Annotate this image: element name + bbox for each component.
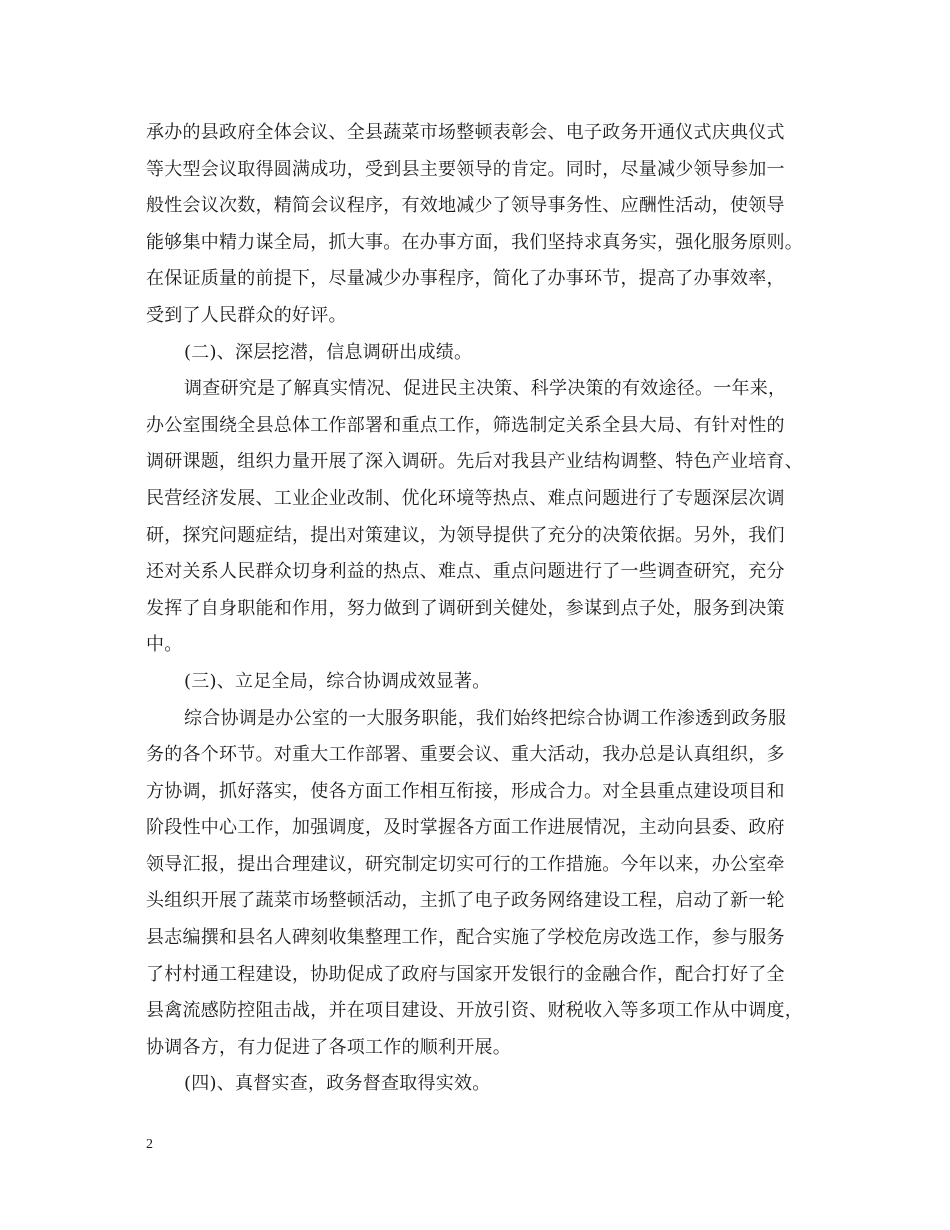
text-line: 受到了人民群众的好评。 — [146, 304, 347, 326]
text-line: 中。 — [146, 634, 183, 656]
text-line: 承办的县政府全体会议、全县蔬菜市场整顿表彰会、电子政务开通仪式庆典仪式 — [146, 122, 785, 143]
text-line: 能够集中精力谋全局，抓大事。在办事方面，我们坚持求真务实，强化服务原则。 — [146, 231, 803, 253]
text-line: 民营经济发展、工业企业改制、优化环境等热点、难点问题进行了专题深层次调 — [146, 487, 785, 509]
text-line: 头组织开展了蔬菜市场整顿活动，主抓了电子政务网络建设工程，启动了新一轮 — [146, 890, 785, 912]
text-line: 协调各方，有力促进了各项工作的顺利开展。 — [146, 1036, 511, 1058]
text-line: 方协调，抓好落实，使各方面工作相互衔接，形成合力。对全县重点建设项目和 — [146, 780, 785, 802]
text-line: 县志编撰和县名人碑刻收集整理工作，配合实施了学校危房改选工作，参与服务 — [146, 927, 785, 949]
text-line: 还对关系人民群众切身利益的热点、难点、重点问题进行了一些调查研究，充分 — [146, 561, 785, 583]
text-line: (四)、真督实查，政务督查取得实效。 — [184, 1073, 491, 1095]
text-line: 办公室围绕全县总体工作部署和重点工作，筛选制定关系全县大局、有针对性的 — [146, 414, 785, 436]
text-line: 了村村通工程建设，协助促成了政府与国家开发银行的金融合作，配合打好了全 — [146, 963, 785, 985]
page-number: 2 — [146, 1137, 153, 1152]
text-line: 阶段性中心工作，加强调度，及时掌握各方面工作进展情况，主动向县委、政府 — [146, 817, 785, 839]
text-line: 研，探究问题症结，提出对策建议，为领导提供了充分的决策依据。另外，我们 — [146, 524, 785, 546]
text-line: 在保证质量的前提下，尽量减少办事程序，简化了办事环节，提高了办事效率， — [146, 268, 785, 290]
text-line: 务的各个环节。对重大工作部署、重要会议、重大活动，我办总是认真组织，多 — [146, 744, 785, 766]
text-line: 综合协调是办公室的一大服务职能，我们始终把综合协调工作渗透到政务服 — [184, 707, 787, 729]
text-line: 发挥了自身职能和作用，努力做到了调研到关健处，参谋到点子处，服务到决策 — [146, 597, 785, 619]
document-body — [146, 115, 812, 1103]
text-line: (二)、深层挖潜，信息调研出成绩。 — [184, 341, 473, 363]
text-line: 般性会议次数，精简会议程序，有效地减少了领导事务性、应酬性活动，使领导 — [146, 195, 785, 217]
text-line: 调查研究是了解真实情况、促进民主决策、科学决策的有效途径。一年来， — [184, 378, 787, 400]
text-line: 县禽流感防控阻击战，并在项目建设、开放引资、财税收入等多项工作从中调度， — [146, 1000, 803, 1022]
text-line: (三)、立足全局，综合协调成效显著。 — [184, 670, 491, 692]
text-line: 等大型会议取得圆满成功，受到县主要领导的肯定。同时，尽量减少领导参加一 — [146, 158, 785, 180]
text-line: 领导汇报，提出合理建议，研究制定切实可行的工作措施。今年以来，办公室牵 — [146, 853, 785, 875]
text-line: 调研课题，组织力量开展了深入调研。先后对我县产业结构调整、特色产业培育、 — [146, 451, 803, 473]
